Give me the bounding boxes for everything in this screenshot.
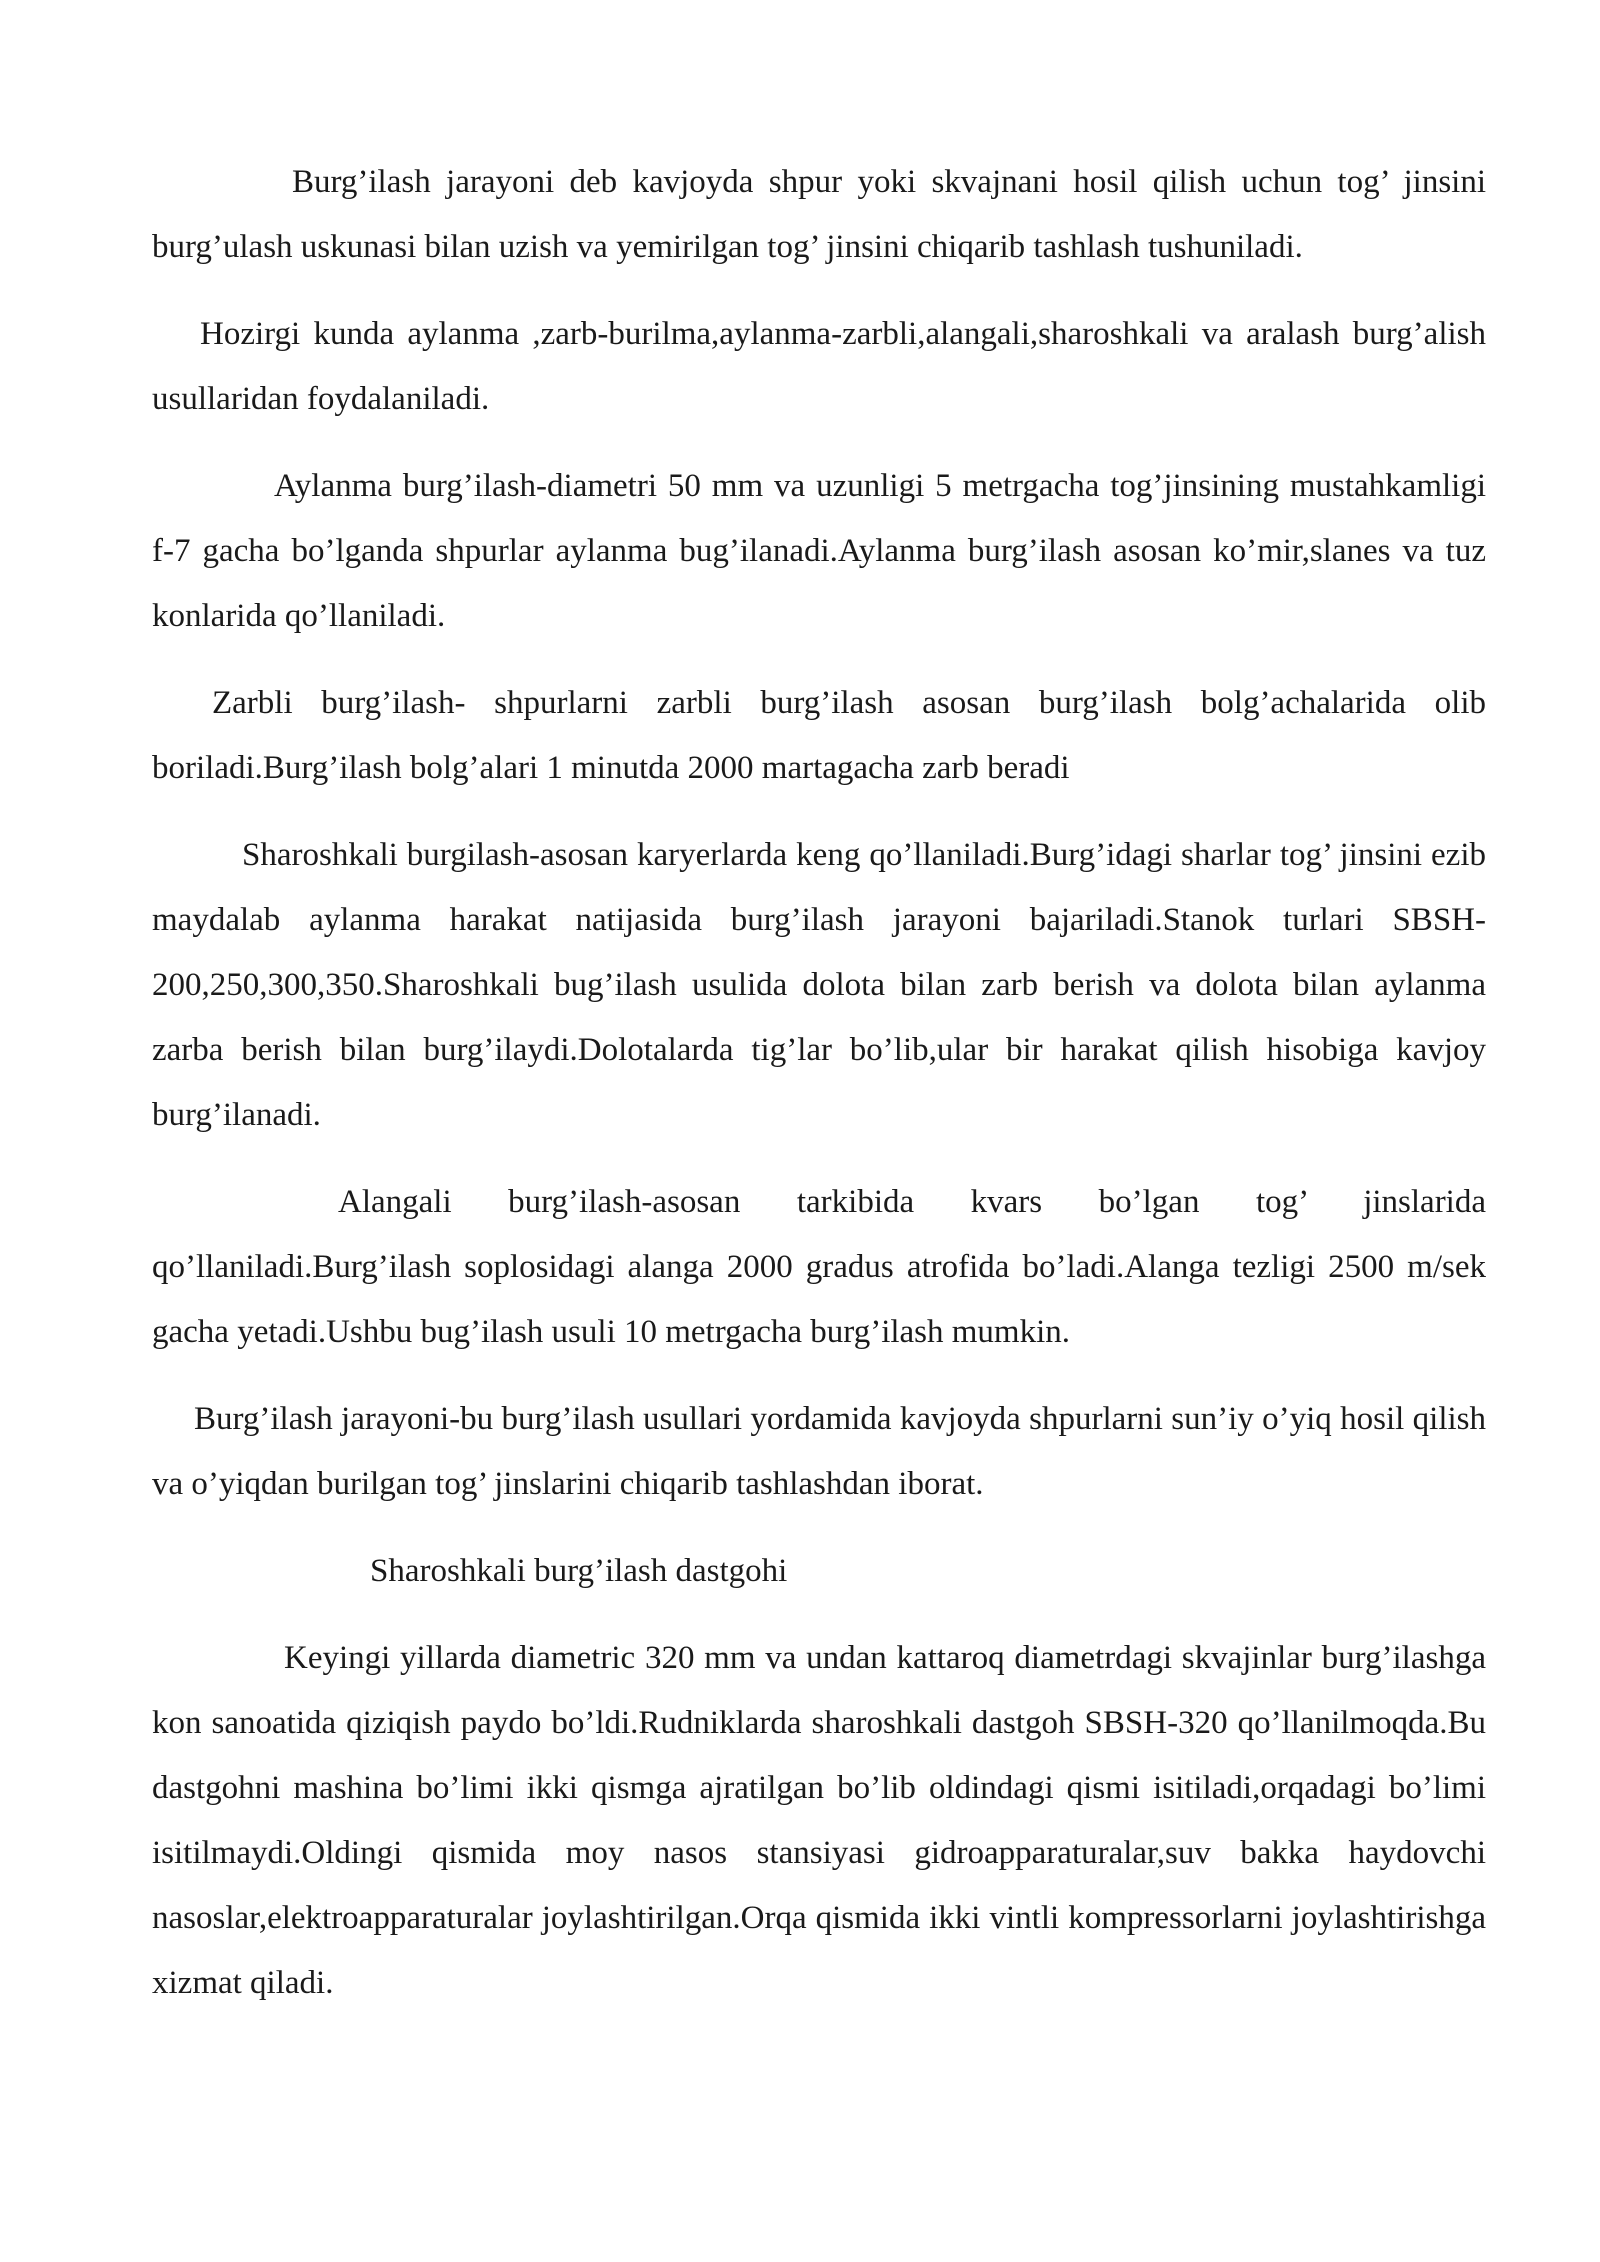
paragraph-drilling-process: Burg’ilash jarayoni-bu burg’ilash usullari yordamida kavjoyda shpurlarni sun’iy o’yiq hosil qilish va o’yiqdan burilgan tog’ jinslarini chiqarib tashlashdan iborat.: [152, 1401, 1486, 1502]
document-body: [152, 150, 1486, 2038]
paragraph-drilling-methods: Hozirgi kunda aylanma ,zarb-burilma,aylanma-zarbli,alangali,sharoshkali va aralash burg’alish usullaridan foydalaniladi.: [152, 316, 1486, 417]
paragraph-drilling-definition: Burg’ilash jarayoni deb kavjoyda shpur yoki skvajnani hosil qilish uchun tog’ jinsini burg’ulash uskunasi bilan uzish va yemirilgan tog’ jinsini chiqarib tashlash tushuniladi.: [152, 164, 1486, 265]
paragraph-flame-drilling: Alangali burg’ilash-asosan tarkibida kvars bo’lgan tog’ jinslarida qo’llaniladi.Burg’ilash soplosidagi alanga 2000 gradus atrofida bo’ladi.Alanga tezligi 2500 m/sek gacha yetadi.Ushbu bug’ilash usuli 10 metrgacha burg’ilash mumkin.: [152, 1184, 1486, 1350]
paragraph-roller-bit-drilling: Sharoshkali burgilash-asosan karyerlarda keng qo’llaniladi.Burg’idagi sharlar tog’ jinsini ezib maydalab aylanma harakat natijasida burg’ilash jarayoni bajariladi.Stanok turlari SBSH-200,250,300,350.Sharoshkali bug’ilash usulida dolota bilan zarb berish va dolota bilan aylanma zarba berish bilan burg’ilaydi.Dolotalarda tig’lar bo’lib,ular bir harakat qilish hisobiga kavjoy burg’ilanadi.: [152, 837, 1486, 1133]
paragraph-percussive-drilling: Zarbli burg’ilash- shpurlarni zarbli burg’ilash asosan burg’ilash bolg’achalarida olib boriladi.Burg’ilash bolg’alari 1 minutda 2000 martagacha zarb beradi: [152, 685, 1486, 786]
paragraph-rotary-drilling: Aylanma burg’ilash-diametri 50 mm va uzunligi 5 metrgacha tog’jinsining mustahkamligi f-7 gacha bo’lganda shpurlar aylanma bug’ilanadi.Aylanma burg’ilash asosan ko’mir,slanes va tuz konlarida qo’llaniladi.: [152, 468, 1486, 634]
paragraph-sbsh-320-rig: Keyingi yillarda diametric 320 mm va undan kattaroq diametrdagi skvajinlar burg’ilashga kon sanoatida qiziqish paydo bo’ldi.Rudniklarda sharoshkali dastgoh SBSH-320 qo’llanilmoqda.Bu dastgohni mashina bo’limi ikki qismga ajratilgan bo’lib oldindagi qismi isitiladi,orqadagi bo’limi isitilmaydi.Oldingi qismida moy nasos stansiyasi gidroapparaturalar,suv bakka haydovchi nasoslar,elektroapparaturalar joylashtirilgan.Orqa qismida ikki vintli kompressorlarni joylashtirishga xizmat qiladi.: [152, 1640, 1486, 2001]
section-heading: Sharoshkali burg’ilash dastgohi: [370, 1553, 788, 1589]
